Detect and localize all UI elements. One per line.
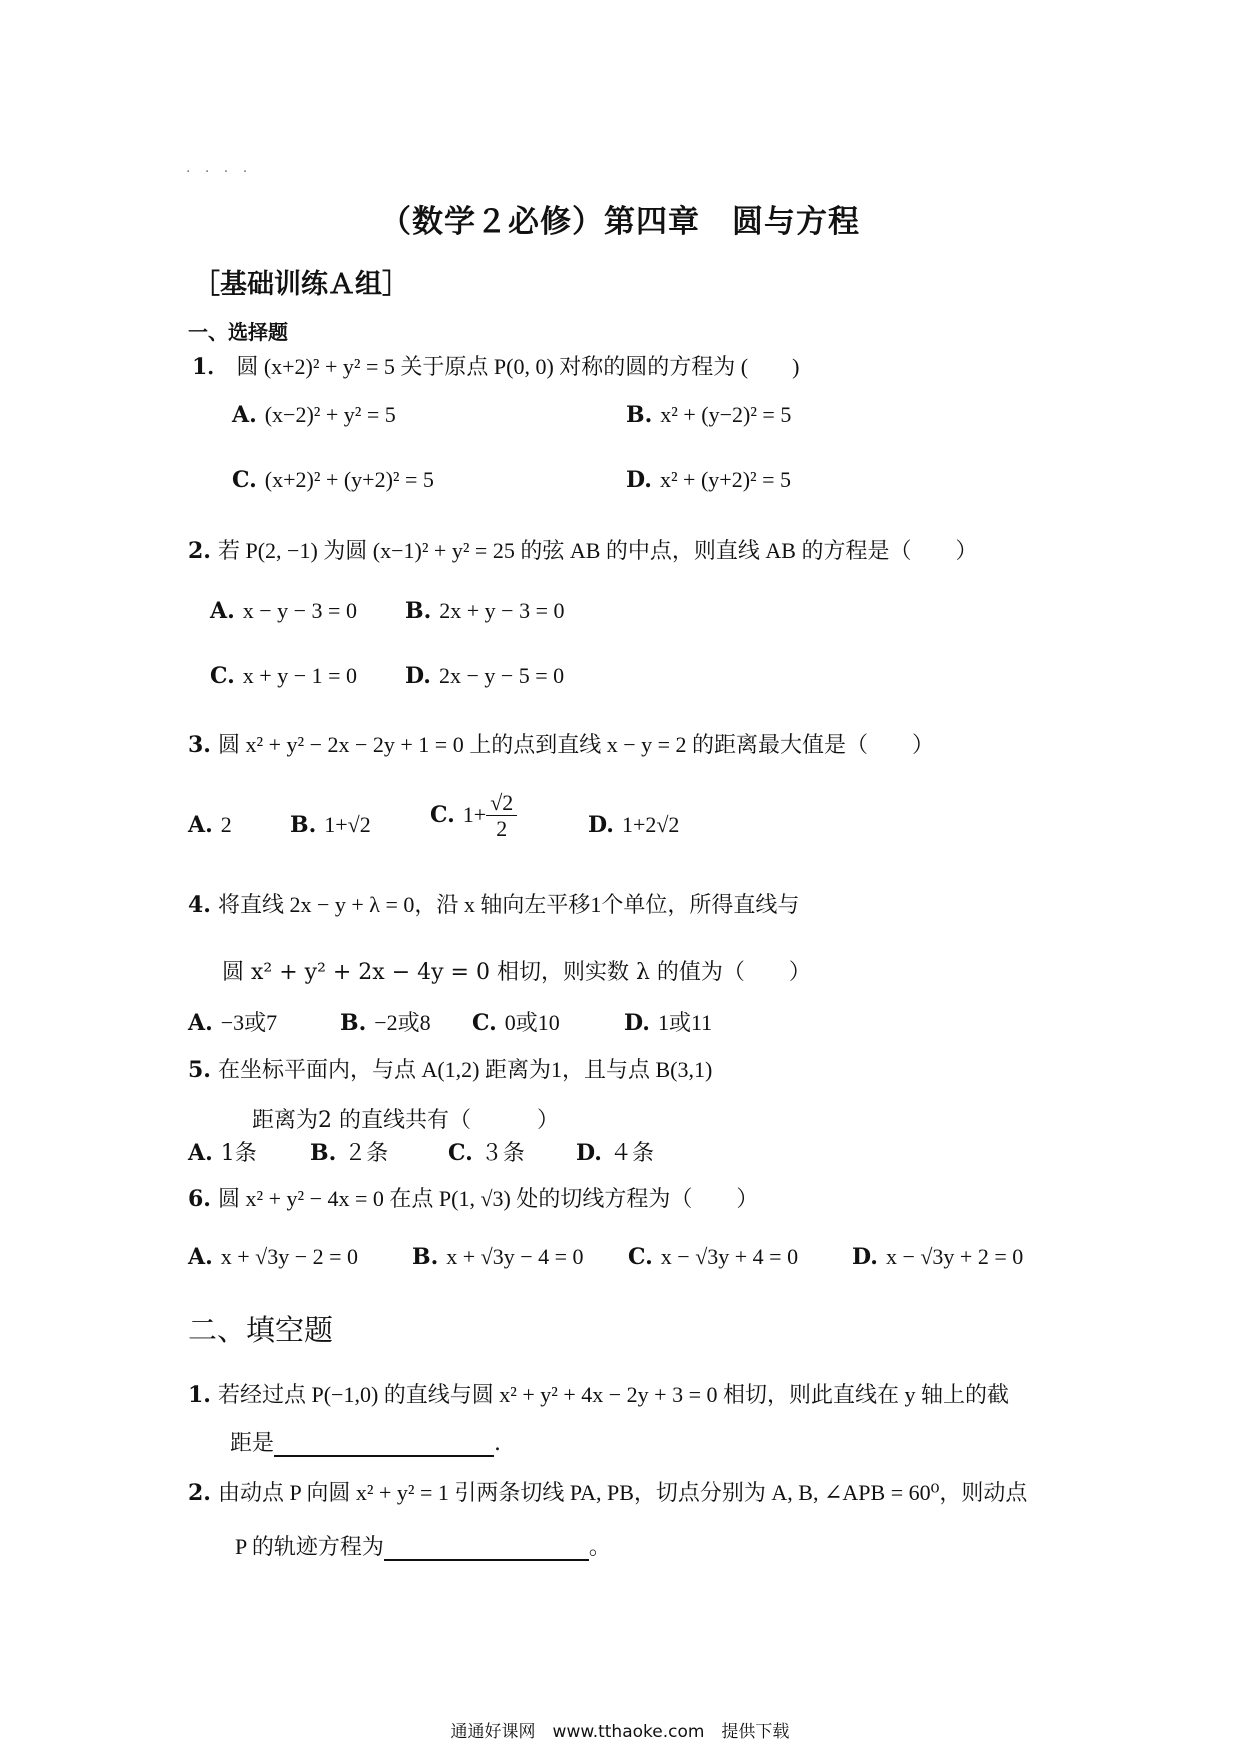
question-text: 若经过点 P(−1,0) 的直线与圆 x² + y² + 4x − 2y + 3 = 0 相切，则此直线在 y 轴上的截: [217, 1382, 1009, 1407]
option-b: B. x² + (y−2)² = 5: [626, 402, 792, 428]
fill-question-1-line-2: 距是 .: [230, 1431, 502, 1456]
option-c: C. x − √3y + 4 = 0: [628, 1244, 799, 1270]
question-text: 由动点 P 向圆 x² + y² = 1 引两条切线 PA, PB，切点分别为 A, B, ∠APB = 60⁰，则动点: [217, 1480, 1028, 1505]
group-label: ［基础训练Ａ组］: [193, 269, 409, 300]
answer-blank[interactable]: [384, 1533, 589, 1561]
option-b: B. 1+√2: [290, 812, 371, 838]
corner-dots: . . . .: [186, 160, 253, 176]
option-a: A. 2: [188, 812, 232, 838]
question-number: 1.: [188, 1382, 211, 1408]
option-a: A. −3或7: [188, 1010, 278, 1036]
page-title: （数学２必修）第四章 圆与方程: [380, 204, 860, 240]
option-d: D. x² + (y+2)² = 5: [626, 467, 792, 493]
option-c: C. 1+ $\frac{√2}{2}$: [430, 790, 517, 842]
question-number: 6.: [188, 1186, 211, 1212]
question-text: 圆 x² + y² − 4x = 0 在点 P(1, √3) 处的切线方程为（ ）: [217, 1186, 759, 1211]
fill-question-1: [188, 1378, 1009, 1409]
question-4-line-2: 圆 x² + y² + 2x − 4y = 0 相切，则实数 λ 的值为（ ）: [222, 960, 811, 985]
question-number: 2.: [188, 538, 211, 564]
option-a: A. 1条: [188, 1140, 257, 1166]
option-b: B. ２条: [310, 1140, 389, 1166]
option-c: C. x + y − 1 = 0: [210, 663, 358, 689]
question-6: [188, 1182, 758, 1213]
answer-blank[interactable]: [274, 1429, 494, 1457]
option-d: D. x − √3y + 2 = 0: [852, 1244, 1024, 1270]
page-footer: 通通好课网 www.tthaoke.com 提供下载: [450, 1722, 790, 1742]
question-number: 1．: [192, 354, 230, 380]
question-text: 在坐标平面内，与点 A(1,2) 距离为1，且与点 B(3,1): [217, 1057, 713, 1082]
question-3: [188, 728, 934, 759]
question-number: 2.: [188, 1480, 211, 1506]
question-number: 5.: [188, 1057, 211, 1083]
question-5: [188, 1053, 712, 1084]
fill-question-2-line-2: P 的轨迹方程为 。: [235, 1534, 611, 1560]
option-d: D. 2x − y − 5 = 0: [405, 663, 565, 689]
option-c: C. ３条: [448, 1140, 525, 1166]
option-b: B. −2或8: [340, 1010, 431, 1036]
option-b: B. 2x + y − 3 = 0: [405, 598, 565, 624]
question-number: 4.: [188, 892, 211, 918]
question-4: [188, 888, 799, 919]
option-a: A. (x−2)² + y² = 5: [232, 402, 396, 428]
option-c: C. 0或10: [472, 1010, 560, 1036]
question-number: 3.: [188, 732, 211, 758]
option-c: C. (x+2)² + (y+2)² = 5: [232, 467, 434, 493]
question-1: [192, 350, 799, 381]
option-d: D. 1或11: [624, 1010, 713, 1036]
question-text: 将直线 2x − y + λ = 0，沿 x 轴向左平移1个单位，所得直线与: [217, 892, 800, 917]
option-b: B. x + √3y − 4 = 0: [412, 1244, 584, 1270]
option-d: D. 1+2√2: [588, 812, 680, 838]
fill-question-2: [188, 1476, 1027, 1507]
question-2: [188, 534, 977, 565]
fraction: $\frac{√2}{2}$: [486, 790, 517, 842]
option-a: A. x + √3y − 2 = 0: [188, 1244, 359, 1270]
question-text: 若 P(2, −1) 为圆 (x−1)² + y² = 25 的弦 AB 的中点，则直线 AB 的方程是（ ）: [217, 538, 978, 563]
question-text: 圆 x² + y² − 2x − 2y + 1 = 0 上的点到直线 x − y = 2 的距离最大值是（ ）: [217, 732, 935, 757]
section-heading-choice: 一、选择题: [188, 320, 288, 344]
section-heading-fill-in: 二、填空题: [188, 1313, 334, 1347]
question-5-line-2: 距离为2 的直线共有（ ）: [252, 1108, 559, 1133]
option-d: D. ４条: [576, 1140, 654, 1166]
option-a: A. x − y − 3 = 0: [210, 598, 357, 624]
question-text: 圆 (x+2)² + y² = 5 关于原点 P(0, 0) 对称的圆的方程为 ( ): [236, 354, 800, 379]
